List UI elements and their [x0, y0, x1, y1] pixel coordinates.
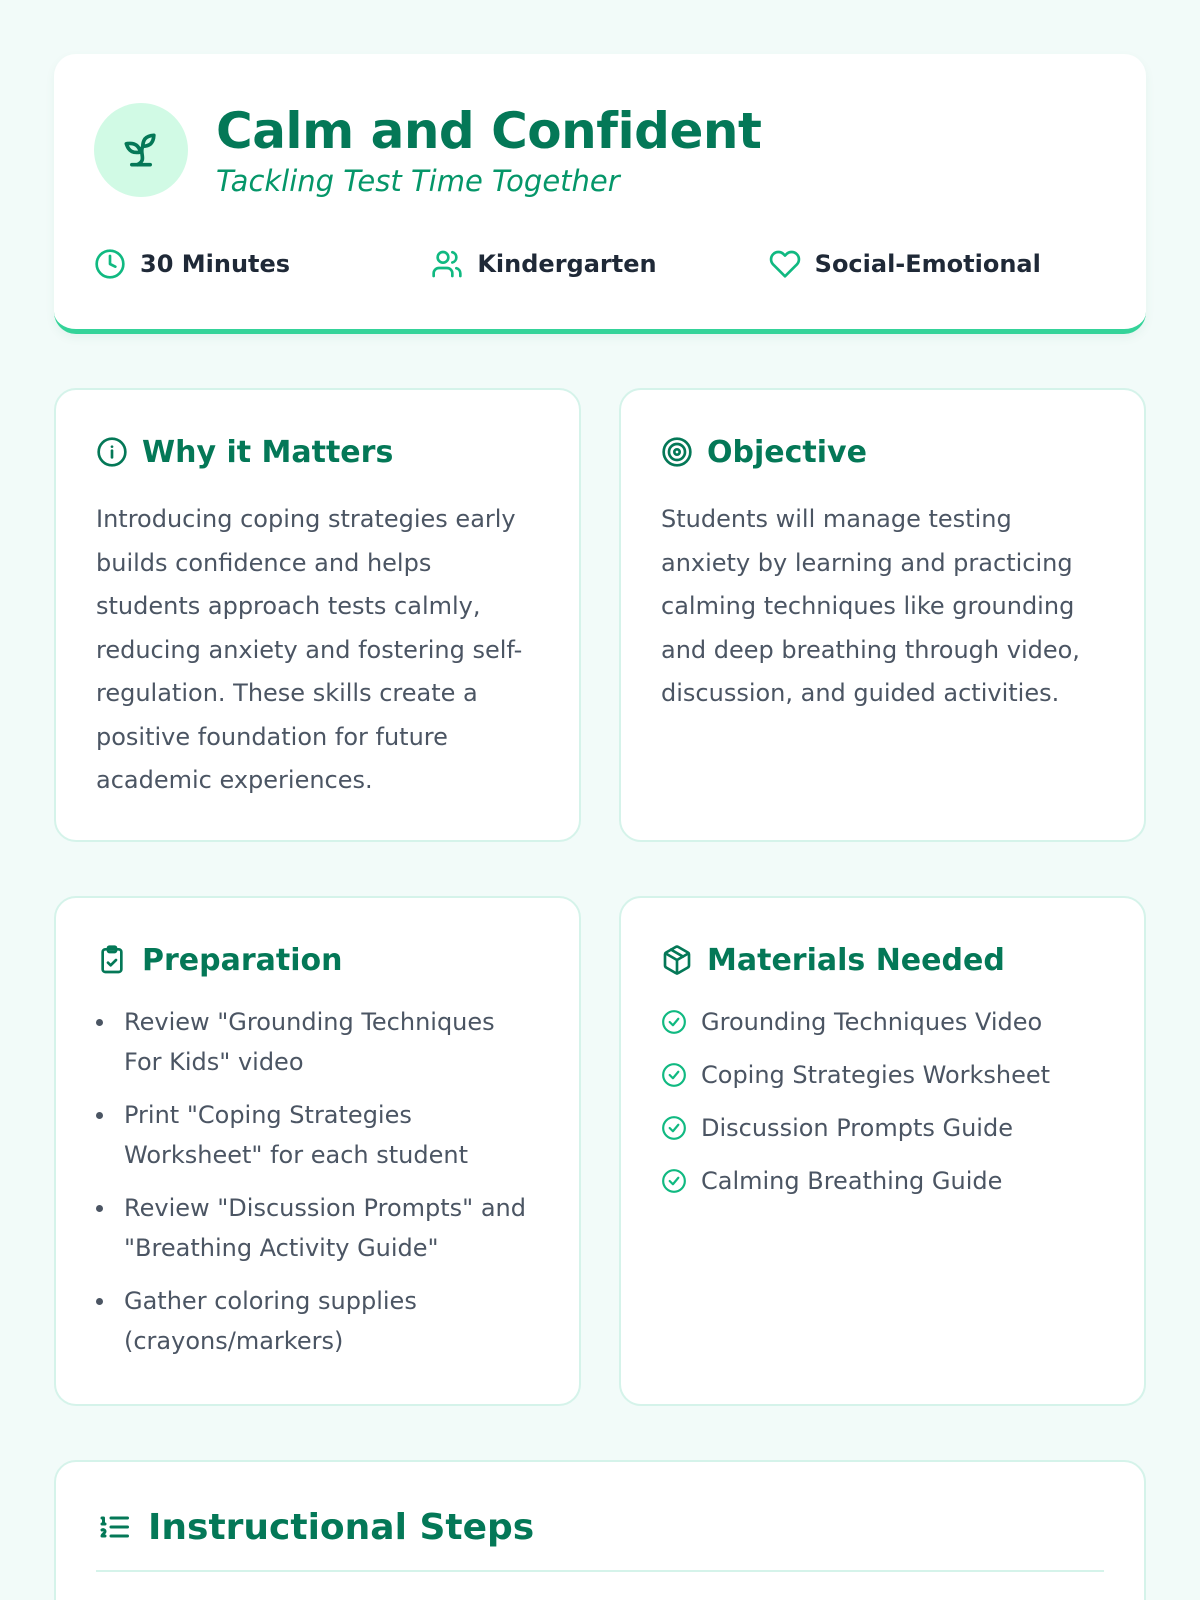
target-icon [661, 436, 693, 468]
grade-label: Kindergarten [477, 250, 657, 278]
list-item: Review "Grounding Techniques For Kids" video [96, 1002, 539, 1082]
material-label: Coping Strategies Worksheet [701, 1061, 1051, 1089]
users-icon [431, 248, 463, 280]
clock-icon [94, 248, 126, 280]
list-item: Gather coloring supplies (crayons/markers) [96, 1281, 539, 1361]
list-item: Print "Coping Strategies Worksheet" for each student [96, 1095, 539, 1175]
why-it-matters-title: Why it Matters [142, 434, 394, 470]
resources-row [54, 896, 1146, 1406]
check-circle-icon [661, 1062, 687, 1088]
list-item: Review "Discussion Prompts" and "Breathing Activity Guide" [96, 1188, 539, 1268]
package-icon [661, 944, 693, 976]
title-row [94, 102, 1106, 198]
list-item [661, 1161, 1104, 1201]
objective-title: Objective [707, 434, 867, 470]
instructional-steps-card [54, 1460, 1146, 1600]
materials-header [661, 940, 1104, 980]
overview-row [54, 388, 1146, 842]
duration-label: 30 Minutes [140, 250, 291, 278]
heart-icon [769, 248, 801, 280]
list-item [661, 1108, 1104, 1148]
check-circle-icon [661, 1009, 687, 1035]
list-item [661, 1055, 1104, 1095]
instructional-steps-header [96, 1502, 1104, 1552]
material-label: Calming Breathing Guide [701, 1167, 1003, 1195]
page-title: Calm and Confident [216, 102, 762, 160]
material-label: Grounding Techniques Video [701, 1008, 1043, 1036]
meta-subject [769, 248, 1106, 280]
list-ordered-icon [96, 1509, 132, 1545]
list-item [661, 1002, 1104, 1042]
preparation-title: Preparation [142, 942, 343, 978]
check-circle-icon [661, 1115, 687, 1141]
preparation-header [96, 940, 539, 980]
logo [94, 103, 188, 197]
material-label: Discussion Prompts Guide [701, 1114, 1013, 1142]
objective-card [619, 388, 1146, 842]
check-circle-icon [661, 1168, 687, 1194]
materials-title: Materials Needed [707, 942, 1005, 978]
instructional-steps-title: Instructional Steps [148, 1506, 535, 1548]
why-it-matters-card [54, 388, 581, 842]
preparation-list [96, 1002, 539, 1361]
meta-grade [431, 248, 768, 280]
page-subtitle: Tackling Test Time Together [216, 164, 620, 198]
meta-row [94, 248, 1106, 280]
why-it-matters-body: Introducing coping strategies early builds confidence and helps students approach tests calmly, reducing anxiety and fostering self-regulation. These skills create a positive foundation for future academic experiences. [96, 505, 523, 794]
clipboard-check-icon [96, 944, 128, 976]
subject-label: Social-Emotional [814, 250, 1041, 278]
why-it-matters-header [96, 432, 539, 472]
materials-list [661, 1002, 1104, 1201]
info-icon [96, 436, 128, 468]
materials-card [619, 896, 1146, 1406]
preparation-card [54, 896, 581, 1406]
title-block [216, 102, 761, 198]
objective-header [661, 432, 1104, 472]
objective-body: Students will manage testing anxiety by learning and practicing calming techniques like grounding and deep breathing through video, discussion, and guided activities. [661, 505, 1080, 707]
meta-duration [94, 248, 431, 280]
header-card [54, 54, 1146, 334]
sprout-icon [119, 128, 163, 172]
divider [96, 1570, 1104, 1572]
